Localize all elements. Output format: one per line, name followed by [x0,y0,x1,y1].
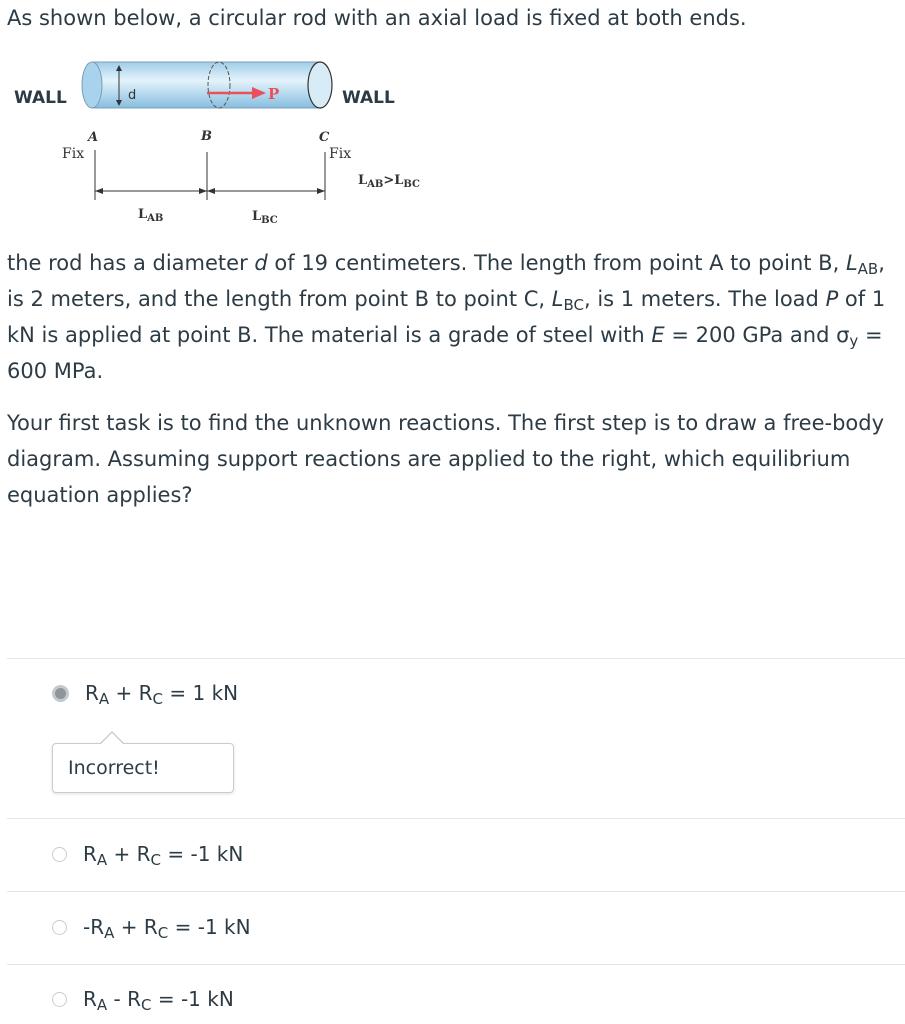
answer-option-4[interactable] [52,987,234,1014]
radio-selected-icon[interactable] [52,685,69,702]
length-ab-label: $L_{AB}$ [138,207,164,224]
point-b-label: B [201,129,212,144]
feedback-incorrect: Incorrect! [52,743,234,793]
answer-option-2[interactable] [52,842,244,869]
radio-icon[interactable] [52,847,67,862]
fix-left-label: Fix [62,146,85,162]
rod-right-end [308,62,332,108]
answer-option-1[interactable] [52,681,239,708]
rod-body [92,62,320,108]
intro-text: As shown below, a circular rod with an axial load is fixed at both ends. [7,6,747,30]
divider [7,964,905,965]
point-a-label: A [88,130,99,145]
rod-left-end [82,62,102,108]
option-label: $R_A - R_C = -1$ kN [83,987,234,1014]
problem-paragraph: the rod has a diameter d of 19 centimeters. The length from point A to point B, $L_{AB}$, is 2 meters, and the length from point B to point C, $L_{BC}$, is 1 meters. The load P of 1 kN is applied at point B. The material is a grade of steel with E = 200 GPa and $\sigma_y = 600$ MPa. [7,251,886,383]
option-label: $R_A + R_C = -1$ kN [83,842,244,869]
divider [7,818,905,819]
length-relation-label: $L_{AB}>L_{BC}$ [358,173,421,190]
task-paragraph: Your first task is to find the unknown reactions. The first step is to draw a free-body diagram. Assuming support reactions are applied to the right, which equilibrium equation applies? [7,411,885,507]
radio-icon[interactable] [52,992,67,1007]
divider [7,658,905,659]
rod-diagram [0,40,460,240]
divider [7,891,905,892]
load-label: P [268,85,280,103]
wall-left-label: WALL [14,88,67,108]
option-label: $-R_A + R_C = -1$ kN [83,915,251,942]
option-label: $R_A + R_C = 1$ kN [85,681,239,708]
diameter-label: d [128,88,137,103]
point-c-label: C [319,130,330,145]
wall-right-label: WALL [342,88,395,108]
radio-icon[interactable] [52,920,67,935]
length-bc-label: $L_{BC}$ [252,209,278,226]
fix-right-label: Fix [329,146,352,162]
answer-option-3[interactable] [52,915,251,942]
